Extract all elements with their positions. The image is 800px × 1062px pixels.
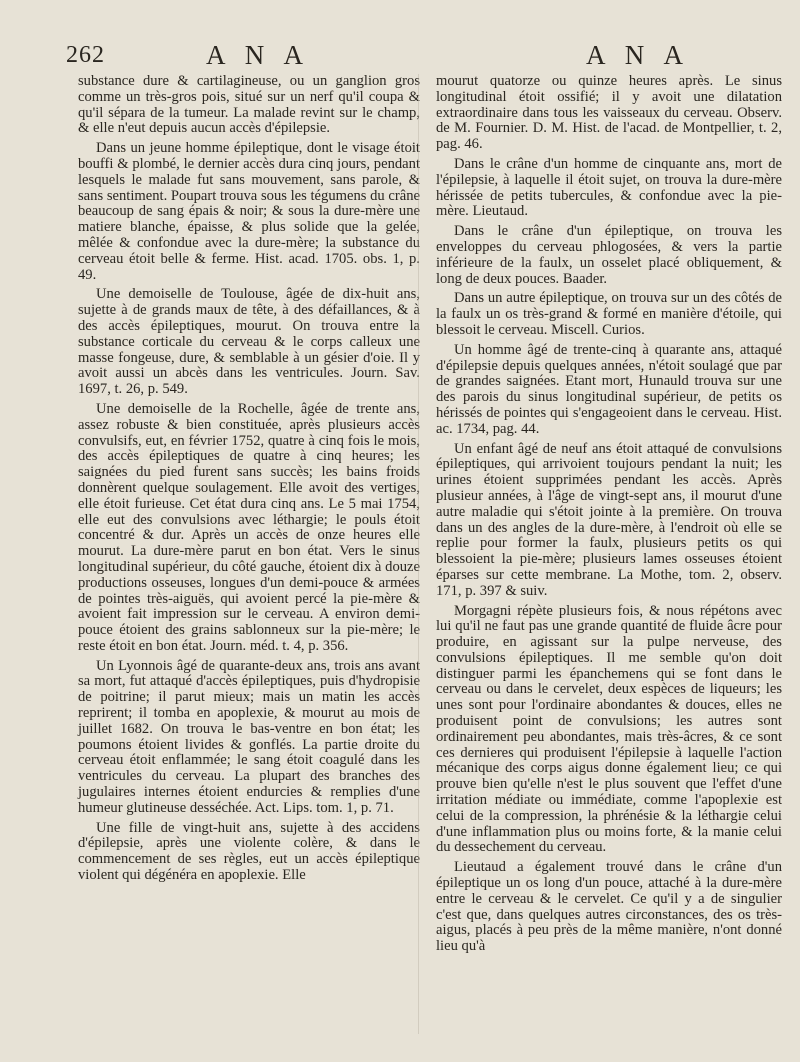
left-paragraph: Une fille de vingt-huit ans, sujette à des accidens d'épilepsie, après une violente colère, & dans le commencement de ses règles, eut un accès épileptique violent qui dégénéra en apoplexie. Elle	[78, 819, 420, 884]
running-head-right: A N A	[586, 40, 691, 70]
left-paragraph: Une demoiselle de Toulouse, âgée de dix-huit ans, sujette à de grands maux de tête, à des défaillances, & à des accès épileptiques, mourut. On trouva entre la substance corticale du cerveau & le corps calleux une masse fongeuse, dure, & semblable à un gésier d'oie. Il y avoit aussi un abcès dans les ventricules. Journ. Sav. 1697, t. 26, p. 549.	[78, 286, 420, 398]
left-paragraph: Une demoiselle de la Rochelle, âgée de trente ans, assez robuste & bien constituée, après plusieurs accès convulsifs, eut, en février 1752, quatre à cinq fois le mois, des accès épileptiques de quatre à cinq heures; les saignées du pied furent sans succès; les bains froids donnèrent quelque soulagement. Elle avoit des vertiges, elle étoit furieuse. Cet état dura cinq ans. Le 5 mai 1754, elle eut des convulsions avec léthargie; le pouls étoit concentré & dur. Après un accès de onze heures elle mourut. La dure-mère parut en bon état. Vers le sinus longitudinal supérieur, du côté gauche, étoient dix à douze productions osseuses, longues d'un demi-pouce & armées de pointes très-aiguës, qui avoient percé la pie-mère & avoient fait impression sur le cerveau. A environ demi-pouce étoient des grains sablonneux sur la pie-mère; le reste étoit en bon état. Journ. méd. t. 4, p. 356.	[78, 400, 420, 654]
left-paragraph: substance dure & cartilagineuse, ou un ganglion gros comme un très-gros pois, situé sur un nerf qu'il coupa & qu'il sépara de la tumeur. La malade revint sur le champ, & elle n'eut depuis aucun accès d'épilepsie.	[78, 73, 420, 137]
left-column	[78, 74, 420, 955]
left-paragraph: Un Lyonnois âgé de quarante-deux ans, trois ans avant sa mort, fut attaqué d'accès épileptiques, puis d'hydropisie de poitrine; il parut mieux; mais un matin les accès reprirent; il tomba en apoplexie, & mourut au mois de juillet 1682. On trouva le bas-ventre en bon état; les poumons étoient livides & gonflés. La partie droite du cerveau étoit enflammée; le sang étoit coagulé dans les ventricules du cerveau. La plupart des branches des jugulaires internes étoient endurcies & remplies d'une humeur glutineuse desséchée. Act. Lips. tom. 1, p. 71.	[78, 657, 420, 816]
page-number: 262	[66, 42, 105, 68]
right-column	[436, 74, 782, 955]
left-paragraph: Dans un jeune homme épileptique, dont le visage étoit bouffi & plombé, le dernier accès dura cinq jours, pendant lesquels le malade fut sans mouvement, sans parole, & sans sentiment. Poupart trouva sous les tégumens du crâne beaucoup de sang épais & noir; & sous la dure-mère une matiere blanche, épaisse, & plus solide que la gelée, mêlée & confondue avec la dure-mère; la substance du cerveau étoit belle & ferme. Hist. acad. 1705. obs. 1, p. 49.	[78, 140, 420, 283]
right-paragraph: mourut quatorze ou quinze heures après. Le sinus longitudinal étoit ossifié; il y avoit une dilatation extraordinaire dans tous les vaisseaux du cerveau. Observ. de M. Fournier. D. M. Hist. de l'acad. de Montpellier, t. 2, pag. 46.	[436, 73, 782, 153]
right-paragraph: Un enfant âgé de neuf ans étoit attaqué de convulsions épileptiques, qui arrivoient toujours pendant la nuit; les urines étoient supprimées pendant les accès. Après plusieur années, à l'âge de vingt-sept ans, il mourut d'une autre maladie qui s'étoit jointe à la première. On trouva dans un des angles de la dure-mère, à l'endroit où elle se replie pour former la faulx, plusieurs petits os qui blessoient la pie-mère; plusieurs lames osseuses étoient éparses sur cette membrane. La Mothe, tom. 2, observ. 171, p. 397 & suiv.	[436, 440, 782, 599]
text-columns	[66, 74, 782, 955]
right-paragraph: Dans le crâne d'un homme de cinquante ans, mort de l'épilepsie, à laquelle il étoit sujet, on trouva la dure-mère hérissée de petits tubercules, & confondue avec la pie-mère. Lieutaud.	[436, 155, 782, 220]
right-paragraph: Morgagni répète plusieurs fois, & nous répétons avec lui qu'il ne faut pas une grande quantité de fluide âcre pour produire, en agissant sur la pulpe nerveuse, des convulsions épileptiques. Il me semble qu'on doit distinguer parmi les épanchemens qui se font dans le cerveau ou dans le cervelet, deux espèces de liqueurs; les unes sont pour l'ordinaire abondantes & douces, elles ne produisent point de convulsions; les autres sont ordinairement peu abondantes, mais très-âcres, & ce sont ces dernieres qui produisent l'épilepsie à laquelle l'action mécanique des corps aigus donne également lieu; ce qui prouve bien qu'elle n'est le plus souvent que l'effet d'une irritation médiate ou immédiate, comme l'apoplexie est celui de la compression, la phrénésie & la léthargie celui d'une inflammation plus ou moins forte, & la manie celui du dessechement du cerveau.	[436, 602, 782, 856]
column-separator	[418, 74, 419, 1034]
right-paragraph: Lieutaud a également trouvé dans le crâne d'un épileptique un os long d'un pouce, attaché à la dure-mère entre le cerveau & le cervelet. Ce qu'il y a de singulier c'est que, dans quelques autres circonstances, des os très-aigus, placés à peu près de la même manière, n'ont donné lieu qu'à	[436, 859, 782, 955]
right-paragraph: Un homme âgé de trente-cinq à quarante ans, attaqué d'épilepsie depuis quelques années, n'étoit soulagé que par de grandes saignées. Etant mort, Hunauld trouva sur une des parois du sinus longitudinal supérieur, de petits os hérissés de pointes qui s'engageoient dans le cerveau. Hist. ac. 1734, pag. 44.	[436, 341, 782, 437]
right-paragraph: Dans un autre épileptique, on trouva sur un des côtés de la faulx un os très-grand & formé en manière d'étoile, qui blessoit le cerveau. Miscell. Curios.	[436, 290, 782, 338]
running-head-left: A N A	[206, 40, 311, 70]
right-paragraph: Dans le crâne d'un épileptique, on trouva les enveloppes du cerveau phlogosées, & vers la partie inférieure de la faulx, un osselet placé obliquement, & long de deux pouces. Baader.	[436, 223, 782, 287]
page-header	[66, 38, 782, 74]
